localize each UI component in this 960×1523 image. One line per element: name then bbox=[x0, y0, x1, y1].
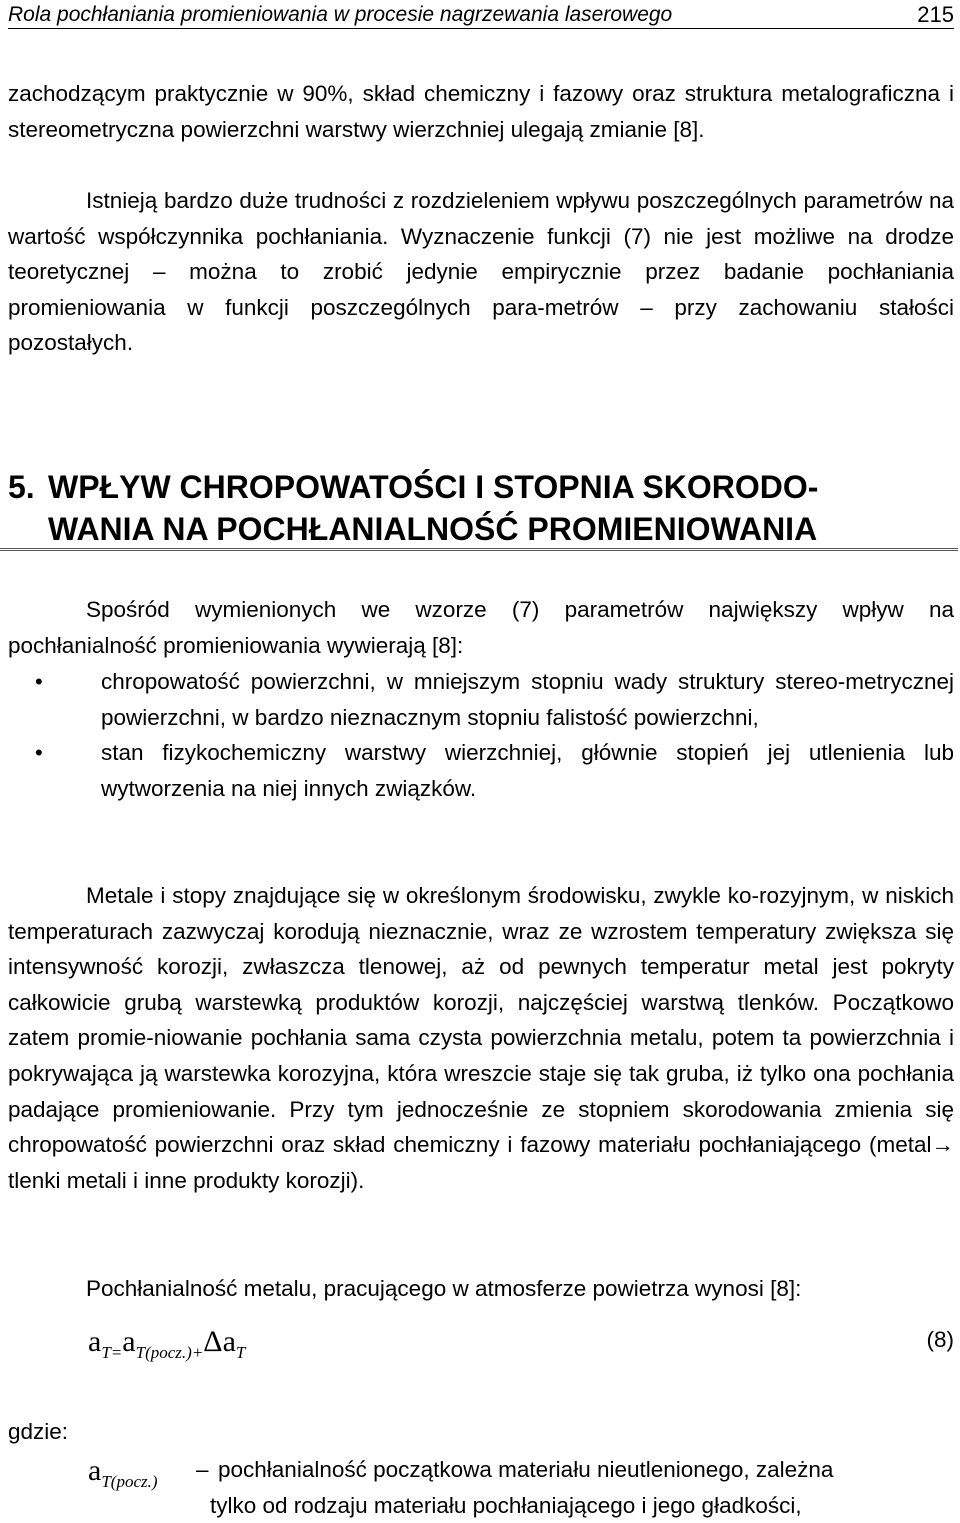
list-item-text: chropowatość powierzchni, w mniejszym stopniu wady struktury stereo-metrycznej powierzchni, w bardzo nieznacznym stopniu falistość powierzchni, bbox=[101, 669, 954, 730]
dash: – bbox=[196, 1457, 209, 1482]
paragraph-corrosion-text: Metale i stopy znajdujące się w określonym środowisku, zwykle ko-rozyjnym, w niskich temperaturach zazwyczaj korodują nieznacznie, wraz ze wzrostem temperatury zwiększa się intensywność korozji, zwłaszcza tlenowej, aż od pewnych temperatur metal jest pokryty całkowicie grubą warstewką produktów korozji, najczęściej warstwą tlenków. Początkowo zatem promie-niowanie pochłania sama czysta powierzchnia metalu, potem ta powierzchnia i pokrywająca ją warstewka korozyjna, która wreszcie staje się tak gruba, iż tylko ona pochłania padające promieniowanie. Przy tym jednocześnie ze stopniem skorodowania zmienia się chropowatość powierzchni oraz skład chemiczny i fazowy materiału pochłaniającego (metal bbox=[8, 883, 954, 1158]
section-heading bbox=[8, 466, 954, 550]
paragraph-corrosion-end: tlenki metali i inne produkty korozji). bbox=[8, 1167, 365, 1193]
section-title-line1: WPŁYW CHROPOWATOŚCI I STOPNIA SKORODO- bbox=[48, 469, 819, 505]
symbol-a: a bbox=[122, 1325, 136, 1358]
section-title-line2: WANIA NA POCHŁANIALNOŚĆ PROMIENIOWANIA bbox=[48, 511, 818, 547]
running-header bbox=[8, 2, 954, 29]
bullet-icon: • bbox=[35, 740, 43, 766]
bullet-list bbox=[8, 664, 954, 806]
definition-symbol bbox=[88, 1454, 158, 1492]
paragraph-continuation: zachodzącym praktycznie w 90%, skład chemiczny i fazowy oraz struktura metalograficzna i stereometryczna powierzchni warstwy wierzchniej ulegają zmianie [8]. bbox=[8, 81, 954, 142]
equation-number: (8) bbox=[926, 1327, 954, 1352]
list-item-text: stan fizykochemiczny warstwy wierzchniej, głównie stopień jej utlenienia lub wytworzenia na niej innych związków. bbox=[101, 740, 954, 801]
arrow-icon: → bbox=[931, 1132, 954, 1158]
paragraph-formula-intro: Pochłanialność metalu, pracującego w atmosferze powietrza wynosi [8]: bbox=[86, 1276, 802, 1301]
subscript: T bbox=[101, 1343, 111, 1362]
paragraph-corrosion bbox=[8, 878, 954, 1198]
page-number: 215 bbox=[917, 2, 954, 27]
where-label: gdzie: bbox=[8, 1419, 69, 1444]
paragraph-difficulties: Istnieją bardzo duże trudności z rozdzieleniem wpływu poszczególnych parametrów na wartość współczynnika pochłaniania. Wyznaczenie funkcji (7) nie jest możliwe na drodze teoretycznej – można to zrobić jedynie empirycznie przez badanie pochłaniania promieniowania w funkcji poszczególnych para-metrów – przy zachowaniu stałości pozostałych. bbox=[8, 188, 954, 356]
list-item bbox=[8, 664, 954, 735]
paragraph-parameters: Spośród wymienionych we wzorze (7) parametrów największy wpływ na pochłanialność promieniowania wywierają [8]: bbox=[8, 597, 954, 658]
list-item bbox=[8, 735, 954, 806]
symbol-a: a bbox=[88, 1325, 102, 1358]
subscript: T(pocz.) bbox=[135, 1343, 192, 1362]
header-title: Rola pochłaniania promieniowania w procesie nagrzewania laserowego bbox=[8, 3, 673, 26]
subscript: T(pocz.) bbox=[101, 1472, 158, 1491]
bullet-icon: • bbox=[35, 669, 43, 694]
equation-8 bbox=[88, 1325, 954, 1365]
symbol-a: a bbox=[222, 1325, 236, 1358]
plus-sign: + bbox=[191, 1343, 204, 1362]
symbol-a: a bbox=[88, 1454, 102, 1487]
definition-text bbox=[196, 1452, 956, 1523]
subscript: T bbox=[235, 1343, 246, 1362]
heading-rule bbox=[0, 548, 958, 551]
section-number: 5. bbox=[8, 469, 35, 505]
delta-symbol: Δ bbox=[203, 1325, 223, 1358]
definition-line1: pochłanialność początkowa materiału nieutlenionego, zależna bbox=[218, 1457, 834, 1482]
definition-line2: tylko od rodzaju materiału pochłaniającego i jego gładkości, bbox=[210, 1492, 802, 1518]
equals-sign: = bbox=[110, 1343, 123, 1362]
